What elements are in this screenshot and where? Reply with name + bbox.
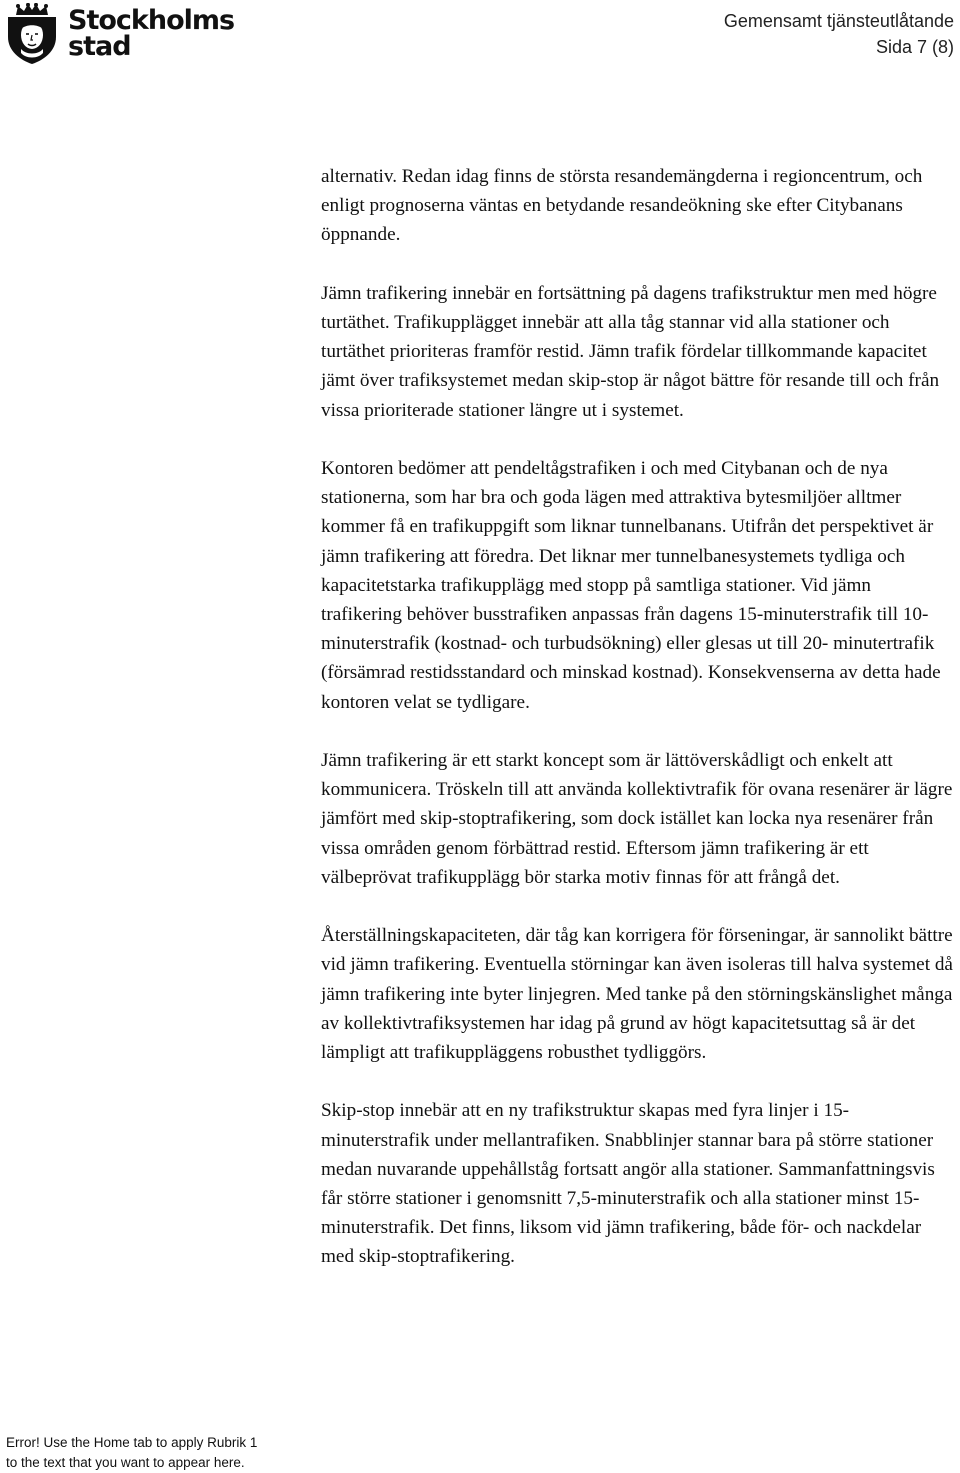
logo-text-line2: stad xyxy=(68,31,131,62)
document-type: Gemensamt tjänsteutlåtande xyxy=(723,11,954,31)
logo-text-line1: Stockholms xyxy=(68,5,235,36)
footer-line: to the text that you want to appear here. xyxy=(6,1455,245,1470)
page-number: Sida 7 (8) xyxy=(875,37,954,57)
paragraph: alternativ. Redan idag finns de största resandemängderna i regioncentrum, och enligt prognoserna väntas en betydande resandeökning ske efter Citybanans öppnande. xyxy=(321,166,923,246)
stockholms-stad-logo xyxy=(4,2,244,66)
paragraph: Jämn trafikering innebär en fortsättning på dagens trafikstruktur men med högre turtäthet. Trafikupplägget innebär att alla tåg stannar vid alla stationer och turtäthet prioriteras framför restid. Jämn trafik fördelar tillkommande kapacitet jämt över trafiksystemet medan skip-stop är något bättre för resande till och från vissa prioriterade stationer längre ut i systemet. xyxy=(321,282,940,421)
footer-line: Error! Use the Home tab to apply Rubrik 1 xyxy=(6,1435,258,1450)
document-body xyxy=(321,162,955,1301)
paragraph: Jämn trafikering är ett starkt koncept som är lättöverskådligt och enkelt att kommunicera. Tröskeln till att använda kollektivtrafik för ovana resenärer är lägre jämfört med skip-stoptrafikering, som dock istället kan locka nya resenärer från vissa områden genom förbättrad restid. Eftersom jämn trafikering är ett välbeprövat trafikupplägg bör starka motiv finnas för att frångå det. xyxy=(321,750,953,888)
paragraph: Återställningskapaciteten, där tåg kan korrigera för förseningar, är sannolikt bättre vid jämn trafikering. Eventuella störningar kan även isoleras till halva systemet då jämn trafikering inte byter linjegren. Med tanke på den störningskänslighet många av kollektivtrafiksystemen har idag på grund av högt kapacitetsuttag så är det lämpligt att trafikuppläggens robusthet tydliggörs. xyxy=(321,925,953,1064)
page-header xyxy=(724,8,954,60)
paragraph: Skip-stop innebär att en ny trafikstruktur skapas med fyra linjer i 15-minuterstrafik under mellantrafiken. Snabblinjer stannar bara på större stationer medan nuvarande uppehållståg fortsatt angör alla stationer. Sammanfattningsvis får större stationer i genomsnitt 7,5-minuterstrafik och alla stationer minst 15-minuterstrafik. Det finns, liksom vid jämn trafikering, både för- och nackdelar med skip-stoptrafikering. xyxy=(321,1100,935,1268)
paragraph: Kontoren bedömer att pendeltågstrafiken i och med Citybanan och de nya stationerna, som har bra och goda lägen med attraktiva bytesmiljöer alltmer kommer få en trafikuppgift som liknar tunnelbanans. Utifrån det perspektivet är jämn trafikering att föredra. Det liknar mer tunnelbanesystemets tydliga och kapacitetstarka trafikupplägg med stopp på samtliga stationer. Vid jämn trafikering behöver busstrafiken anpassas från dagens 15-minuterstrafik till 10- minuterstrafik (kostnad- och turbudsökning) eller glesas ut till 20- minutertrafik (försämrad restidsstandard och minskad kostnad). Konsekvenserna av detta hade kontoren velat se tydligare. xyxy=(321,458,941,713)
crown-shield-icon xyxy=(4,3,60,65)
footer-error-note xyxy=(6,1433,257,1473)
